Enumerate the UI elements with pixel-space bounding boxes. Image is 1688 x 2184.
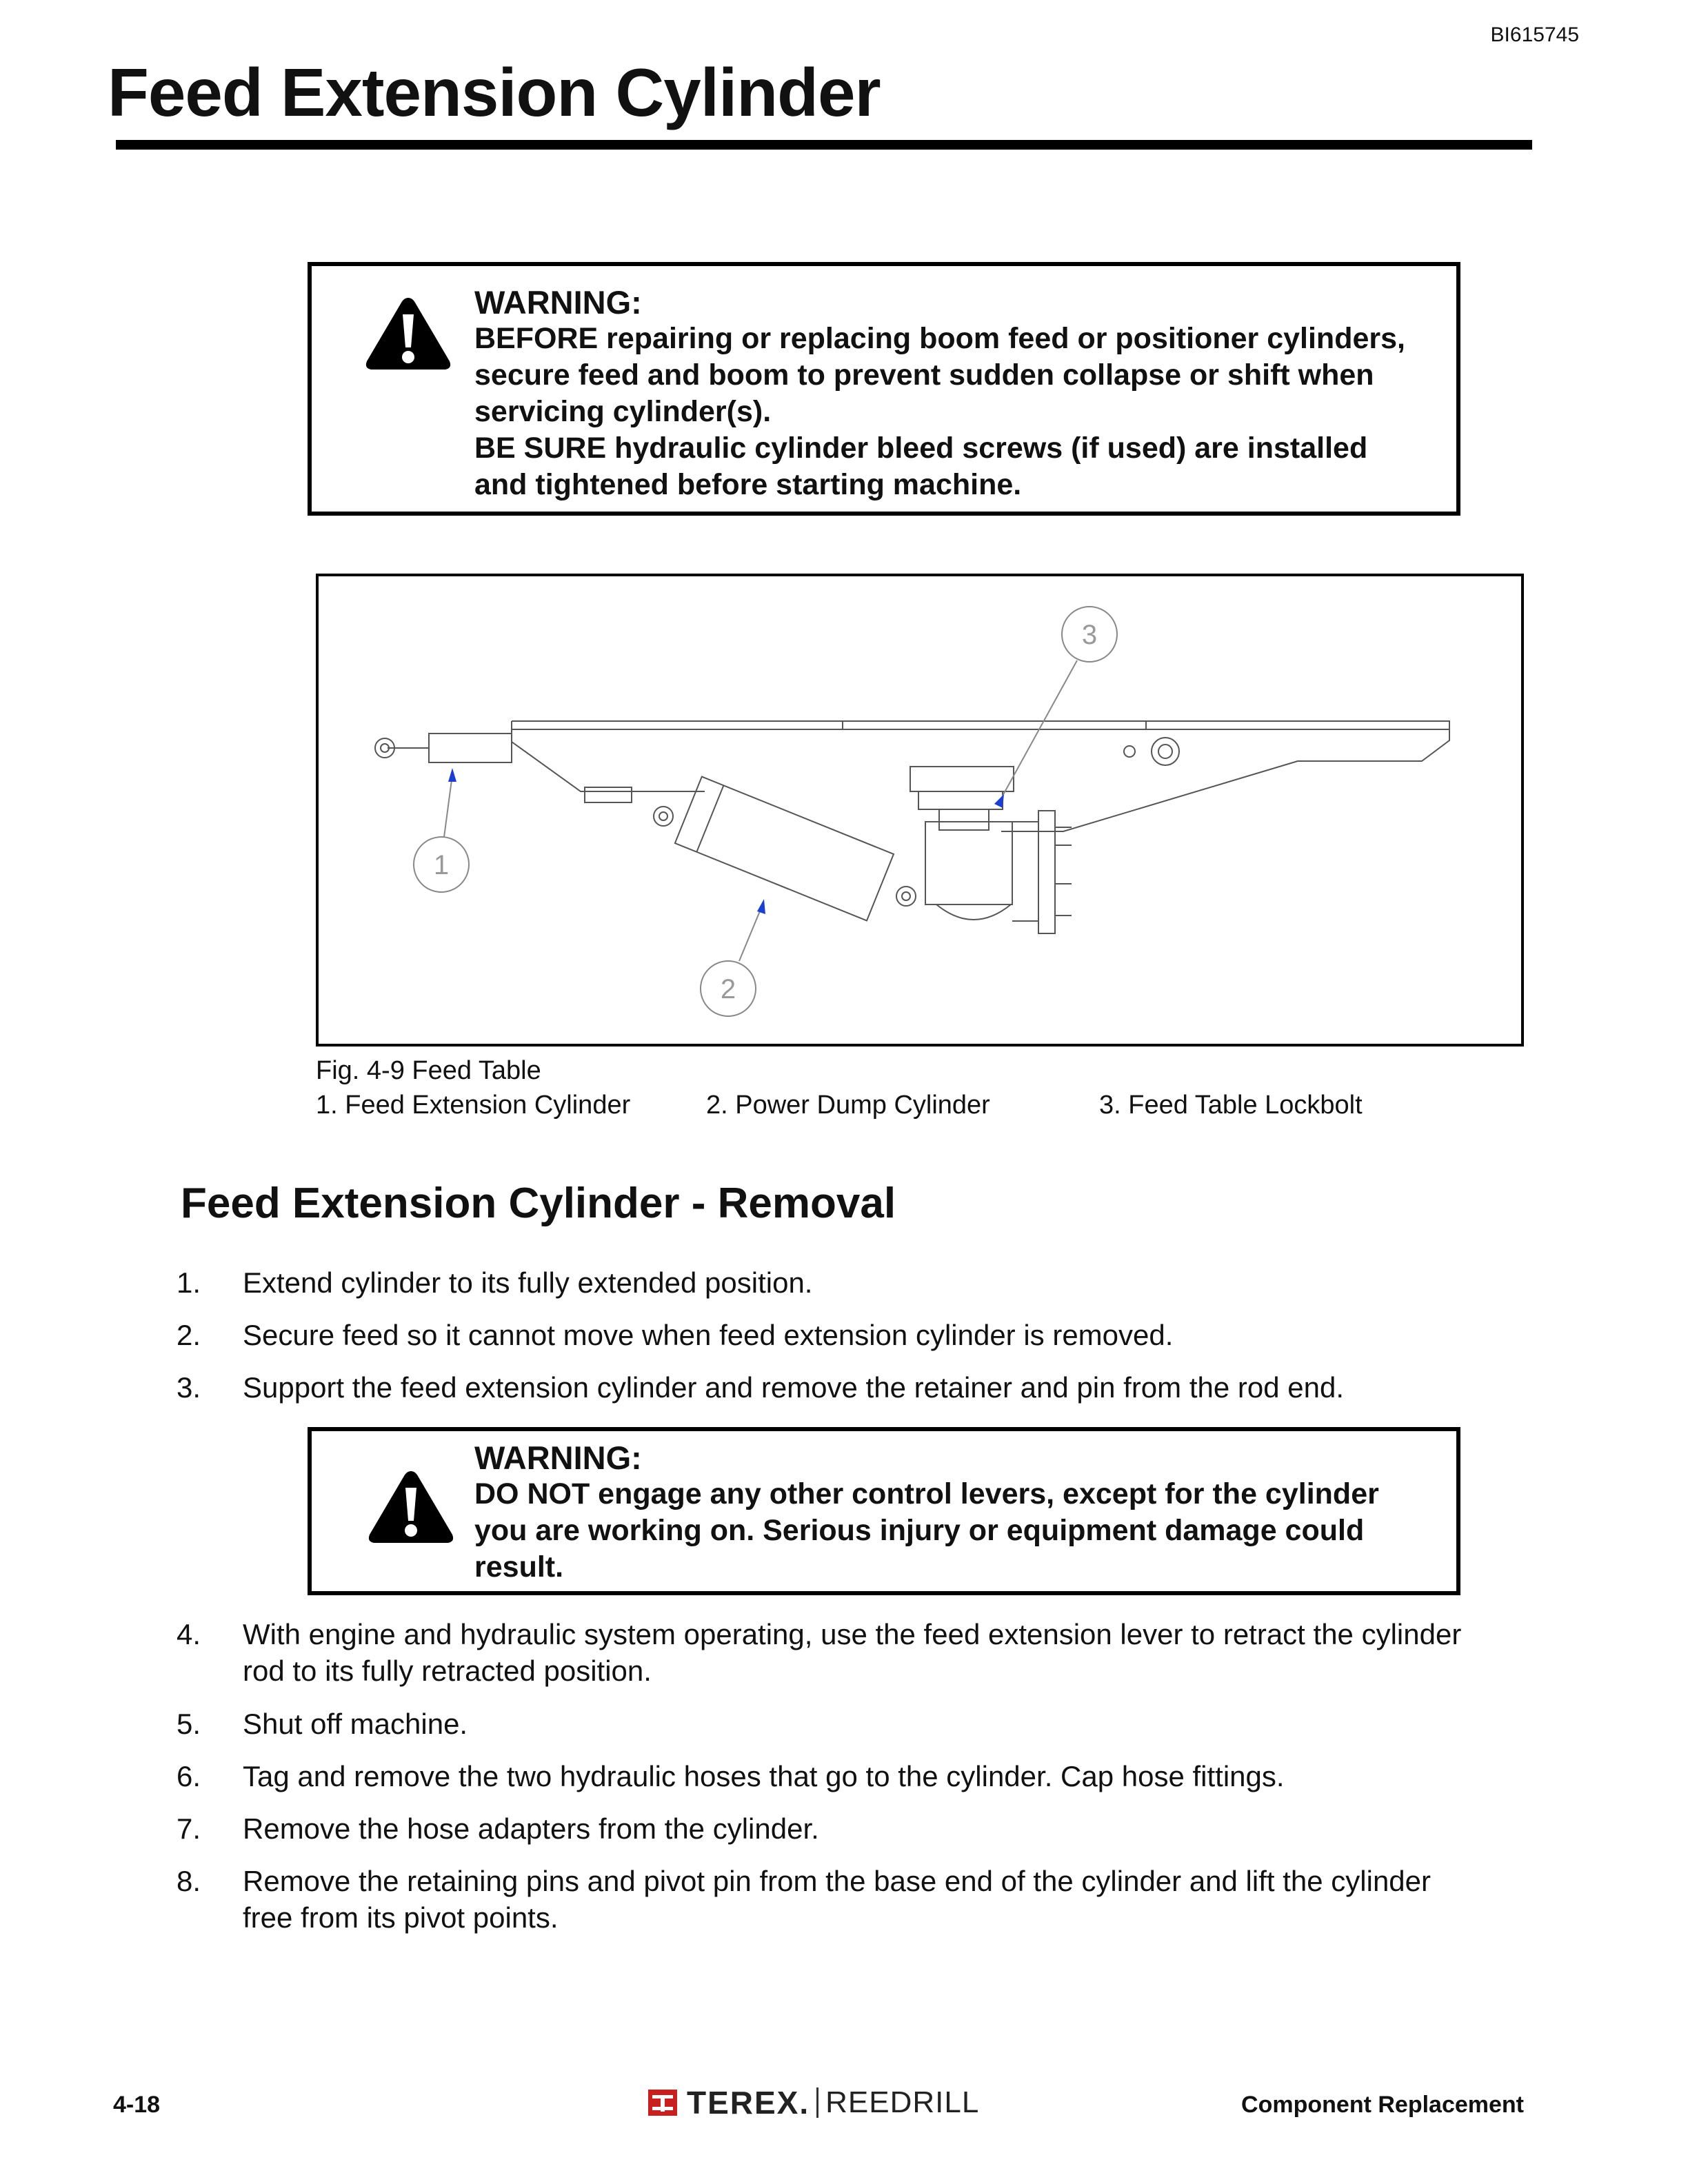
step-text: Tag and remove the two hydraulic hoses that go to the cylinder. Cap hose fittings. xyxy=(243,1760,1285,1792)
figure-legend-item: 3. Feed Table Lockbolt xyxy=(1099,1091,1363,1120)
figure-caption: Fig. 4-9 Feed Table xyxy=(316,1056,541,1085)
warning-line: BE SURE hydraulic cylinder bleed screws (if used) are installed xyxy=(474,432,1368,465)
step-line: Remove the retaining pins and pivot pin from the base end of the cylinder and lift the cylinder xyxy=(243,1865,1431,1897)
warning-line: DO NOT engage any other control levers, except for the cylinder xyxy=(474,1477,1379,1510)
warning-line: you are working on. Serious injury or equipment damage could xyxy=(474,1514,1365,1547)
warning-line: and tightened before starting machine. xyxy=(474,468,1022,501)
warning-line: BEFORE repairing or replacing boom feed or positioner cylinders, xyxy=(474,322,1405,355)
figure-legend-item: 2. Power Dump Cylinder xyxy=(706,1091,990,1120)
terex-logo-icon xyxy=(648,2090,677,2116)
warning-heading: WARNING: xyxy=(474,1439,642,1476)
footer-section-name: Component Replacement xyxy=(1241,2092,1524,2118)
step-text: Secure feed so it cannot move when feed extension cylinder is removed. xyxy=(243,1319,1174,1351)
warning-box-1 xyxy=(308,262,1460,516)
page-title: Feed Extension Cylinder xyxy=(108,54,881,130)
logo-divider xyxy=(816,2087,818,2118)
figure-legend-item: 1. Feed Extension Cylinder xyxy=(316,1091,631,1120)
brand-subname: REEDRILL xyxy=(825,2085,980,2119)
step-number: 1. xyxy=(177,1266,201,1299)
step-number: 3. xyxy=(177,1371,201,1404)
step-text: Support the feed extension cylinder and remove the retainer and pin from the rod end. xyxy=(243,1371,1344,1404)
warning-line: servicing cylinder(s). xyxy=(474,395,772,428)
callout-1-label: 1 xyxy=(433,850,450,880)
brand-name: TEREX. xyxy=(687,2085,810,2121)
title-rule xyxy=(116,140,1532,150)
step-line: rod to its fully retracted position. xyxy=(243,1655,652,1687)
warning-triangle-icon xyxy=(363,294,454,374)
warning-box-2 xyxy=(308,1427,1460,1595)
step-number: 7. xyxy=(177,1812,201,1845)
step-text: Remove the hose adapters from the cylinder. xyxy=(243,1812,819,1845)
page-number: 4-18 xyxy=(113,2092,161,2118)
document-id: BI615745 xyxy=(1490,23,1579,46)
step-number: 2. xyxy=(177,1319,201,1351)
step-text xyxy=(243,1863,1574,1936)
section-heading: Feed Extension Cylinder - Removal xyxy=(181,1180,896,1227)
warning-triangle-icon xyxy=(365,1467,456,1547)
step-line: With engine and hydraulic system operating, use the feed extension lever to retract the cylinder xyxy=(243,1618,1462,1650)
step-number: 6. xyxy=(177,1760,201,1792)
warning-line: secure feed and boom to prevent sudden collapse or shift when xyxy=(474,358,1374,392)
step-text xyxy=(243,1616,1574,1689)
step-number: 8. xyxy=(177,1865,201,1897)
feed-table-drawing xyxy=(319,576,1521,1044)
terex-reedrill-logo xyxy=(648,2083,979,2122)
feed-table-figure xyxy=(316,574,1524,1046)
callout-2-label: 2 xyxy=(720,974,736,1004)
step-text: Extend cylinder to its fully extended position. xyxy=(243,1266,813,1299)
step-number: 4. xyxy=(177,1618,201,1650)
callout-3-label: 3 xyxy=(1081,620,1098,650)
step-line: free from its pivot points. xyxy=(243,1901,559,1934)
step-text: Shut off machine. xyxy=(243,1708,468,1740)
step-number: 5. xyxy=(177,1708,201,1740)
warning-heading: WARNING: xyxy=(474,284,642,321)
warning-line: result. xyxy=(474,1550,564,1584)
